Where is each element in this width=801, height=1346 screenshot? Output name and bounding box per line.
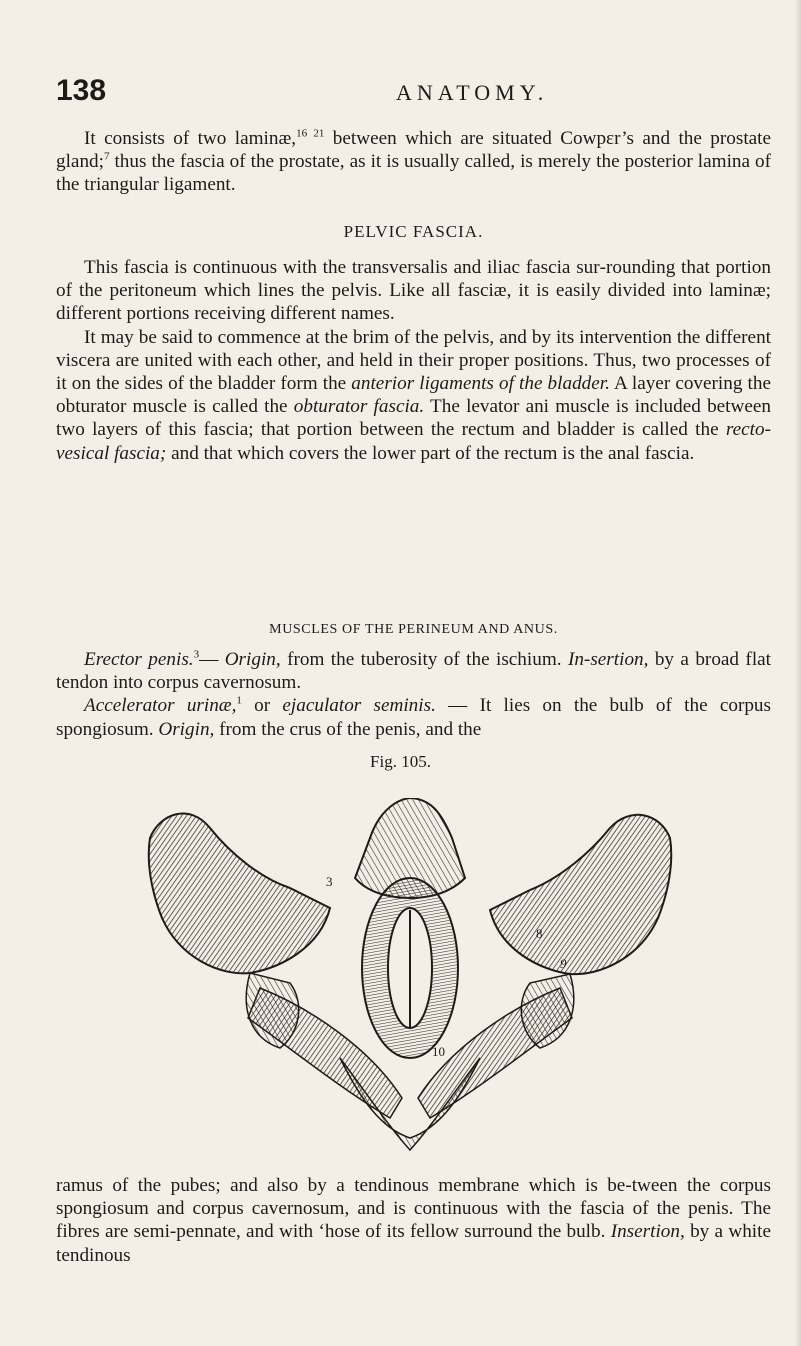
figure-label: Fig. 105. <box>370 752 431 771</box>
paragraph: ramus of the pubes; and also by a tendinous membrane which is be‐tween the corpus spongiosum and corpus cavernosum, and is continuous with the fascia of the penis. The fibres are semi-pennate, and with ‘hose of its fellow surround the bulb. Insertion, by a white tendinous <box>56 1175 771 1266</box>
pelvic-fascia-text <box>56 256 771 465</box>
pelvis-engraving <box>140 798 680 1154</box>
footnote-ref: 7 <box>103 150 110 163</box>
paragraph: This fascia is continuous with the transversalis and iliac fascia sur‐rounding that portion of the peritoneum which lines the pelvis. Like all fasciæ, it is easily divided into laminæ; different portions receiving different names. <box>56 257 771 325</box>
intro-paragraph: It consists of two laminæ,$^{16 21}$ between which are situated Cowpεr’s and the prostate gland;$^7$ thus the fascia of the prostate, as it is usually called, is merely the posterior lamina of the triangular ligament. <box>56 127 772 196</box>
page-number: 138 <box>56 74 107 107</box>
footnote-ref: 16 21 <box>296 127 325 140</box>
figure-105-illustration <box>140 798 680 1154</box>
continuation-paragraph <box>56 1174 771 1267</box>
page-edge-shadow <box>795 0 801 1346</box>
section-heading-pelvic-fascia: PELVIC FASCIA. <box>343 222 484 241</box>
page-header <box>56 74 756 114</box>
figure-number: 10 <box>432 1044 445 1059</box>
figure-number: 8 <box>536 926 543 941</box>
figure-number: 3 <box>326 874 333 889</box>
muscles-text <box>56 648 771 741</box>
paragraph: Accelerator urinæ,$^1$ or ejaculator seminis. — It lies on the bulb of the corpus spongiosum. Origin, from the crus of the penis, and the <box>56 695 771 740</box>
running-head: ANATOMY. <box>396 80 549 105</box>
paragraph: Erector penis.$^3$— Origin, from the tuberosity of the ischium. In‐sertion, by a broad flat tendon into corpus cavernosum. <box>56 648 771 694</box>
paragraph: It may be said to commence at the brim of the pelvis, and by its intervention the different viscera are united with each other, and held in their proper positions. Thus, two processes of it on the sides of the bladder form the anterior ligaments of the bladder. A layer covering the obturator muscle is called the obturator fascia. The levator ani muscle is included between two layers of this fascia; that portion between the rectum and bladder is called the recto-vesical fascia; and that which covers the lower part of the rectum is the anal fascia. <box>56 326 771 464</box>
section-heading-muscles: MUSCLES OF THE PERINEUM AND ANUS. <box>269 622 558 637</box>
figure-number: 9 <box>560 956 567 971</box>
